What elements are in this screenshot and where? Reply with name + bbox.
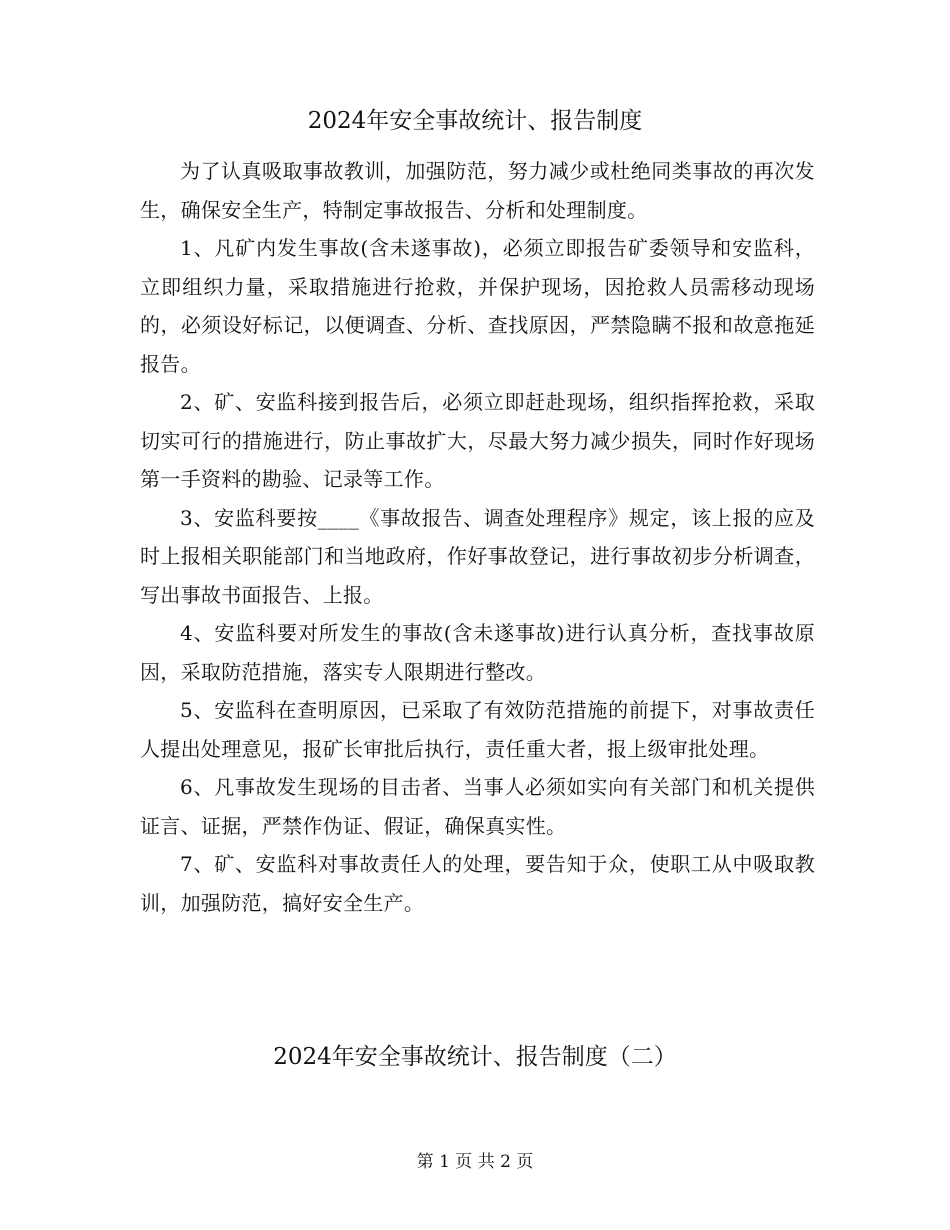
section-title-2: 2024年安全事故统计、报告制度（二） (273, 1044, 677, 1070)
paragraph-item-4: 4、安监科要对所发生的事故(含未遂事故)进行认真分析，查找事故原因，采取防范措施，落实专人限期进行整改。 (140, 621, 815, 684)
paragraph-item-3: 3、安监科要按____《事故报告、调查处理程序》规定，该上报的应及时上报相关职能部门和当地政府，作好事故登记，进行事故初步分析调查，写出事故书面报告、上报。 (140, 505, 815, 607)
paragraph-item-2: 2、矿、安监科接到报告后，必须立即赶赴现场，组织指挥抢救，采取切实可行的措施进行，防止事故扩大，尽最大努力减少损失，同时作好现场第一手资料的勘验、记录等工作。 (140, 390, 815, 491)
paragraph-item-1: 1、凡矿内发生事故(含未遂事故)，必须立即报告矿委领导和安监科，立即组织力量，采取措施进行抢救，并保护现场，因抢救人员需移动现场的，必须设好标记，以便调查、分析、查找原因，严禁隐瞒不报和故意拖延报告。 (140, 236, 815, 376)
document-title: 2024年安全事故统计、报告制度 (307, 108, 643, 134)
paragraph-intro: 为了认真吸取事故教训，加强防范，努力减少或杜绝同类事故的再次发生，确保安全生产，特制定事故报告、分析和处理制度。 (140, 159, 815, 222)
page-footer: 第 1 页 共 2 页 (416, 1152, 534, 1172)
paragraph-item-7: 7、矿、安监科对事故责任人的处理，要告知于众，使职工从中吸取教训，加强防范，搞好安全生产。 (140, 852, 815, 915)
paragraph-item-5: 5、安监科在查明原因，已采取了有效防范措施的前提下，对事故责任人提出处理意见，报矿长审批后执行，责任重大者，报上级审批处理。 (140, 698, 815, 761)
paragraph-item-6: 6、凡事故发生现场的目击者、当事人必须如实向有关部门和机关提供证言、证据，严禁作伪证、假证，确保真实性。 (140, 775, 815, 838)
document-body (140, 152, 815, 922)
